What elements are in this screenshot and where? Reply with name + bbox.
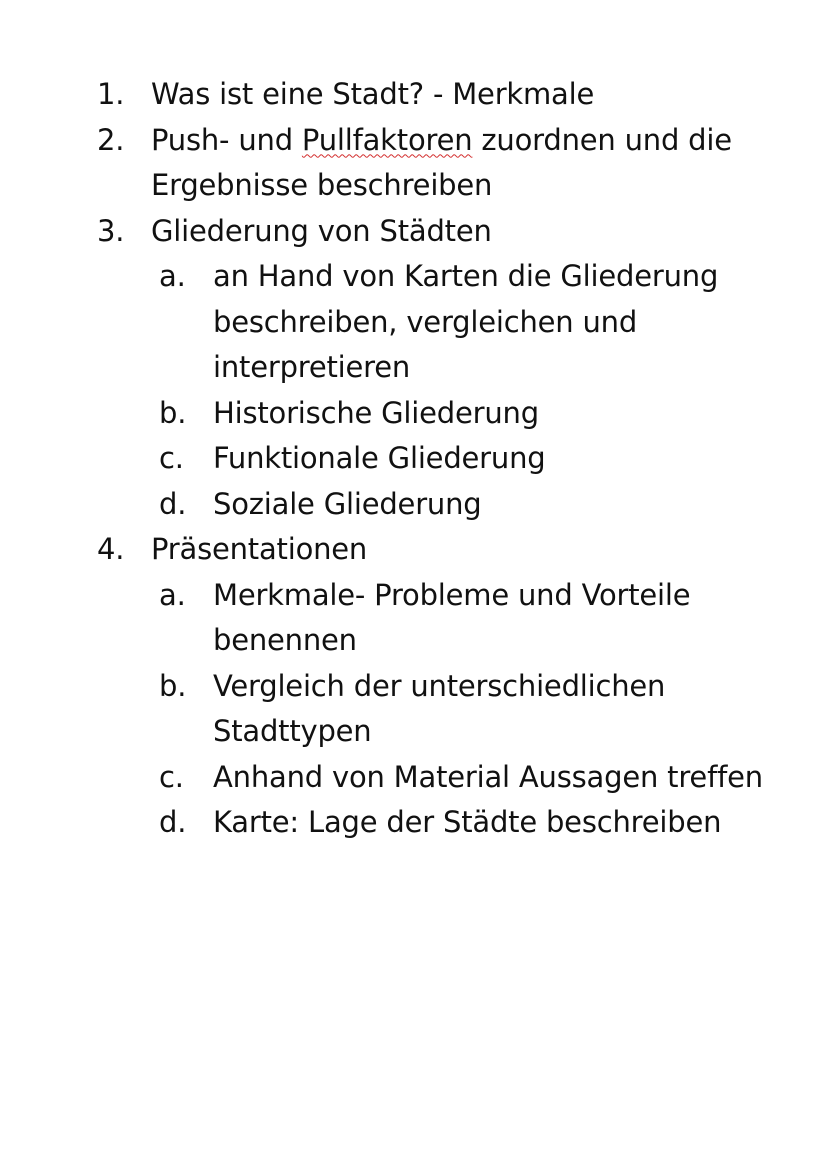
sublist-letter: b. [159,668,187,703]
list-item-text [151,118,732,164]
sublist-item-text: Historische Gliederung [213,395,539,430]
list-item-text: Was ist eine Stadt? - Merkmale [151,77,595,111]
list-item-2-continuation [0,163,828,209]
list-number: 2. [97,122,125,157]
sublist-item-text: Karte: Lage der Städte beschreiben [213,805,722,839]
sublist-item-3b [0,391,828,437]
sublist-item-4d [0,800,828,846]
sublist-item-4c [0,755,828,801]
sublist-item-4b [0,664,828,710]
text-segment: Push- und [151,122,302,157]
sublist-item-text: beschreiben, vergleichen und [213,304,638,339]
outline-list [0,72,828,846]
list-item-text: Präsentationen [151,532,368,566]
sublist-item-text: Funktionale Gliederung [213,441,546,475]
sublist-letter: c. [159,441,184,475]
list-item-text: Gliederung von Städten [151,213,492,248]
sublist-item-text: Stadttypen [213,714,372,748]
list-number: 4. [97,532,125,566]
sublist-item-text: Soziale Gliederung [213,486,482,521]
sublist-item-text: interpretieren [213,350,411,384]
sublist-letter: c. [159,759,184,794]
sublist-item-3a-continuation [0,345,828,391]
sublist-item-3a-continuation [0,300,828,346]
list-item-2 [0,118,828,164]
list-number: 1. [97,77,125,111]
sublist-item-text: Merkmale- Probleme und Vorteile [213,577,691,612]
list-number: 3. [97,213,125,248]
list-item-text: Ergebnisse beschreiben [151,168,493,202]
sublist-item-text: an Hand von Karten die Gliederung [213,259,719,293]
sublist-item-3a [0,254,828,300]
sublist-letter: d. [159,805,187,839]
sublist-item-text: Vergleich der unterschiedlichen [213,668,666,703]
sublist-item-3d [0,482,828,528]
list-item-3 [0,209,828,255]
sublist-item-4b-continuation [0,709,828,755]
spellcheck-flagged-word: Pullfaktoren [301,122,473,157]
list-item-4 [0,527,828,573]
text-segment: zuordnen und die [472,122,732,157]
sublist-item-4a-continuation [0,618,828,664]
sublist-letter: a. [159,577,186,612]
sublist-letter: a. [159,259,186,293]
sublist-item-4a [0,573,828,619]
sublist-item-3c [0,436,828,482]
sublist-item-text: benennen [213,623,357,657]
sublist-item-text: Anhand von Material Aussagen treffen [213,759,763,794]
list-item-1 [0,72,828,118]
sublist-letter: d. [159,486,187,521]
sublist-letter: b. [159,395,187,430]
